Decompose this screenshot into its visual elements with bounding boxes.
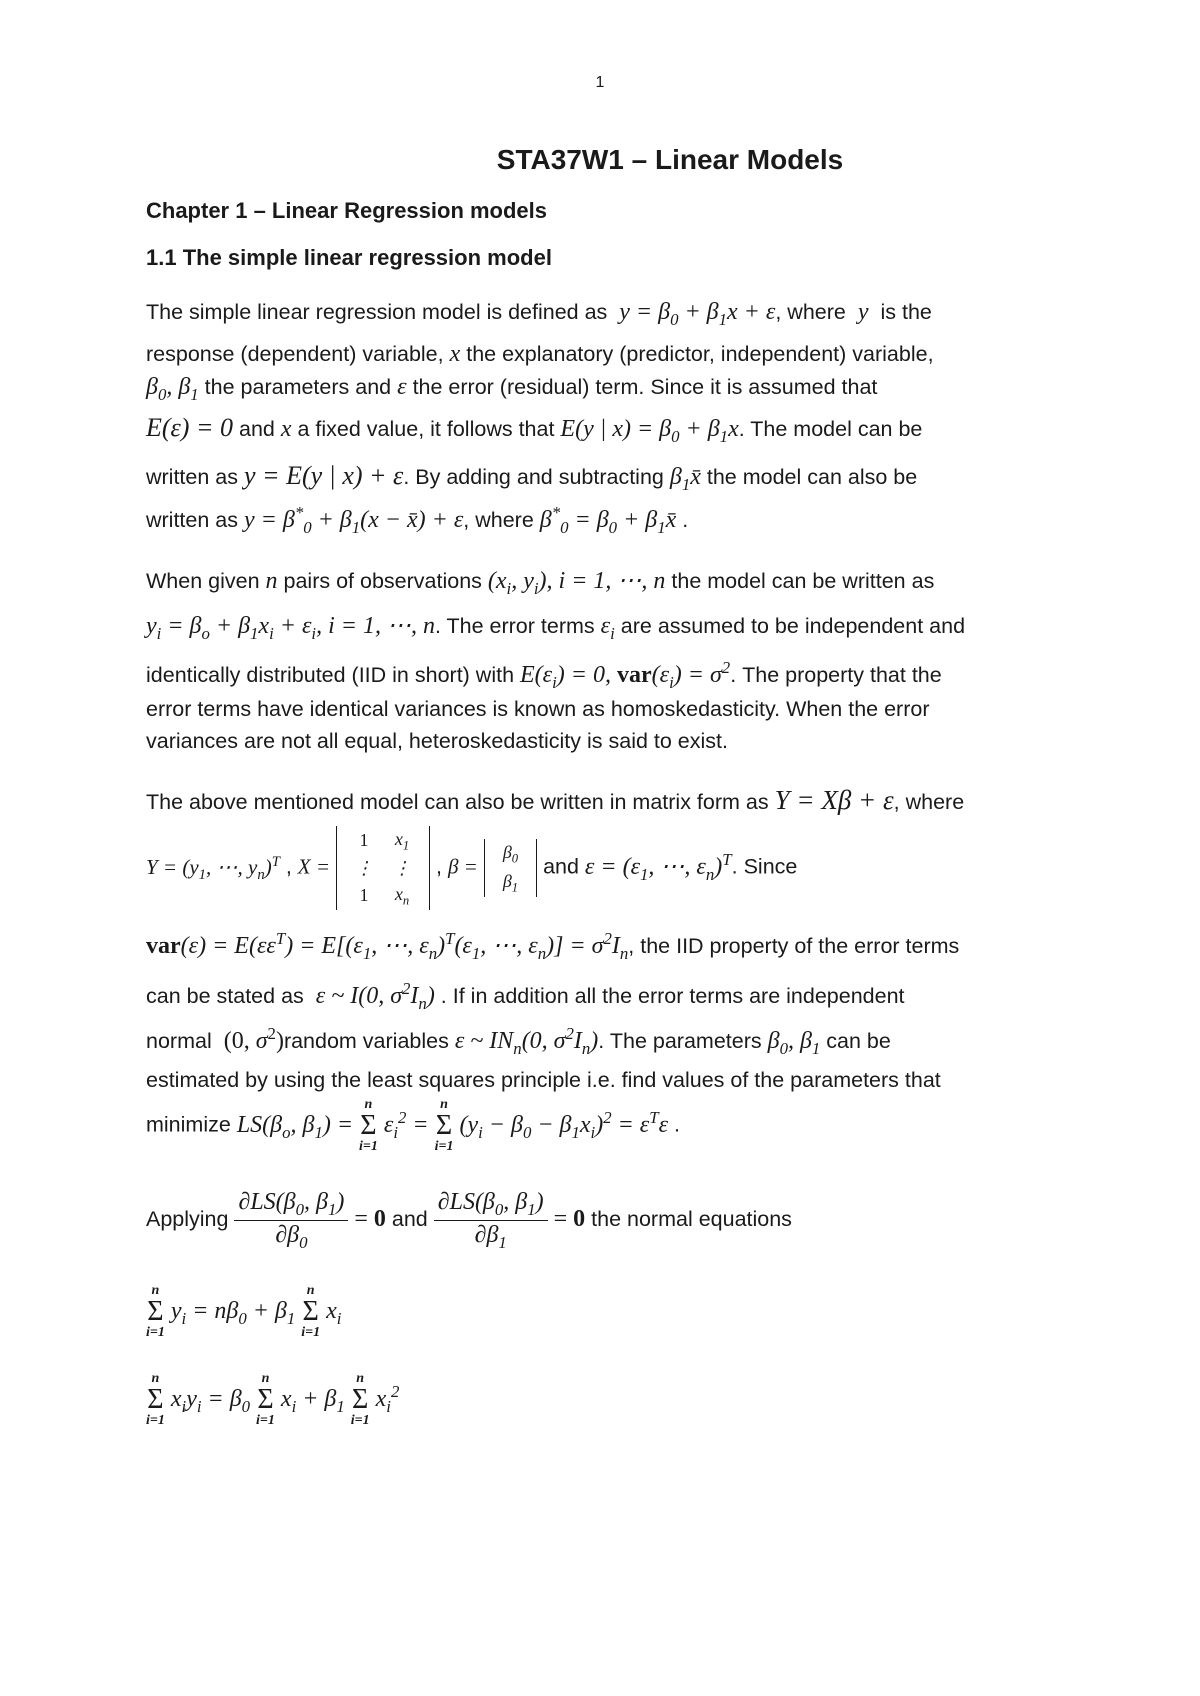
equation: = 0	[553, 1206, 586, 1233]
equation: $x_iy_i = \beta_0$	[170, 1385, 251, 1416]
text: the model can be written as	[671, 569, 935, 593]
equation: ε ~ I(0, $\sigma^2I_n$)	[309, 979, 435, 1013]
design-matrix: 1 $x_1$ ⋮ ⋮ 1 $x_n$	[336, 826, 430, 910]
equation: E(ε) = 0	[146, 413, 233, 442]
equation: $y_i = \beta_o + \beta_1x_i + \varepsilon_i$, i = 1, ⋯, n	[146, 613, 435, 643]
text: , where	[463, 508, 534, 532]
equation: β =	[447, 854, 478, 879]
paragraph-line	[146, 340, 934, 369]
text: can be stated as	[146, 984, 304, 1008]
text: the explanatory (predictor, independent) variable,	[466, 342, 934, 366]
text: random variables	[283, 1029, 449, 1053]
text: The above mentioned model can also be written in matrix form as	[146, 790, 769, 814]
paragraph-line	[146, 658, 942, 693]
text: , where	[775, 300, 846, 324]
equation: y	[851, 299, 875, 325]
equation: n	[265, 568, 278, 594]
text: Applying	[146, 1207, 229, 1232]
equation: $x_i$	[326, 1297, 342, 1328]
matrix-line: $Y = (y_1$, ⋯, $y_n)^T$ , X = 1 $x_1$ ⋮ ⋮ 1 $x_n$ , β = $\beta_0$ $\beta_1$ and $\varepsilon = (\varepsilon_1$, ⋯, $\varepsilon_n)^T$. Since	[146, 826, 797, 910]
paragraph-line	[146, 373, 877, 405]
equation: ($x_i$, $y_i$), i = 1, ⋯, n	[487, 568, 666, 598]
text: response (dependent) variable,	[146, 342, 444, 366]
text: , where	[893, 790, 965, 814]
summation: n Σ i=1	[359, 1097, 378, 1154]
summation: n Σ i=1	[256, 1371, 275, 1428]
summation: n Σ i=1	[350, 1371, 370, 1428]
document-title	[0, 144, 1200, 176]
text: identically distributed (IID in short) with	[146, 663, 515, 687]
equation: (0, $\sigma^2$)	[217, 1024, 284, 1054]
paragraph-line	[146, 784, 964, 816]
paragraph-line	[146, 979, 905, 1014]
text: written as	[146, 508, 239, 532]
equation: ε	[397, 374, 407, 400]
text: are assumed to be independent and	[620, 614, 966, 638]
paragraph-line	[146, 412, 922, 447]
text: When given	[146, 569, 260, 593]
equation: $x_i^2$	[375, 1381, 400, 1416]
text: . The error terms	[434, 614, 595, 638]
text: the parameters and	[204, 375, 392, 399]
text: is the	[880, 300, 932, 324]
text: , the IID property of the error terms	[628, 934, 960, 958]
paragraph-line	[146, 1024, 891, 1059]
equation: $Y = (y_1$, ⋯, $y_n)^T$	[146, 853, 280, 883]
paragraph-line: variances are not all equal, heteroskedasticity is said to exist.	[146, 729, 728, 753]
text: . Since	[731, 854, 798, 879]
equation: $\beta^*_0 = \beta_0$ + $\beta_1x̄$	[539, 503, 677, 537]
paragraph-line	[146, 929, 959, 964]
equation: $\beta_0$, $\beta_1$	[767, 1028, 821, 1058]
chapter-heading: Chapter 1 – Linear Regression models	[146, 198, 548, 223]
equation: $y = \beta_0 + \beta_1x + \varepsilon$	[613, 299, 776, 329]
text: the normal equations	[591, 1207, 792, 1232]
text: a fixed value, it follows that	[297, 417, 555, 441]
equation: $\varepsilon_i^2$ =	[383, 1107, 429, 1142]
paragraph-line	[146, 1188, 792, 1253]
equation: $x_i + \beta_1$	[280, 1385, 345, 1416]
summation: n Σ i=1	[434, 1097, 454, 1154]
equation: E(y | $x) = \beta_0 + \beta_1x$	[560, 416, 739, 446]
equation: Y = Xβ + ε	[774, 785, 894, 815]
equation: $\varepsilon_i$	[600, 613, 615, 643]
text: . The property that the	[730, 663, 942, 687]
text: and	[543, 854, 579, 879]
equation: $LS(\beta_o$, $\beta_1$) =	[236, 1111, 354, 1142]
section-heading: 1.1 The simple linear regression model	[146, 245, 552, 270]
partial-derivative: $\frac{\partial LS(\beta_0, \beta_1)}{\partial\beta_1}$	[434, 1188, 548, 1253]
equation: ε ~ $IN_n(0$, $\sigma^2I_n$)	[454, 1024, 599, 1058]
page-number: 1	[595, 74, 605, 91]
normal-equation-1	[146, 1284, 341, 1340]
text: normal	[146, 1029, 212, 1053]
equation: y = E(y | x) + ε	[244, 461, 404, 490]
equation: $y_i = n\beta_0 + \beta_1$	[170, 1297, 296, 1328]
text: the model can also be	[706, 465, 918, 489]
equation: $y = \beta^*_0 + \beta_1(x$ − x̄) + ε	[244, 503, 464, 537]
text: written as	[146, 465, 239, 489]
equation: x	[449, 341, 461, 367]
text: can be	[826, 1029, 891, 1053]
paragraph-line: written as $y = \beta^*_0 + \beta_1(x$ − x̄) + ε, where $\beta^*_0 = \beta_0$ + $\beta_1x̄$ .	[146, 503, 689, 537]
text: The simple linear regression model is defined as	[146, 300, 608, 324]
text: minimize	[146, 1112, 231, 1137]
equation: $\beta_1x̄$	[669, 464, 701, 494]
paragraph-line	[146, 460, 917, 495]
equation: $\beta_0$, $\beta_1$	[146, 374, 199, 404]
text: the error (residual) term. Since it is assumed that	[412, 375, 878, 399]
partial-derivative: $\frac{\partial LS(\beta_0, \beta_1)}{\partial\beta_0}$	[234, 1188, 348, 1253]
text: . By adding and subtracting	[403, 465, 664, 489]
equation: = 0	[354, 1206, 386, 1233]
text: pairs of observations	[283, 569, 482, 593]
paragraph-line	[146, 298, 932, 330]
paragraph-line	[146, 612, 965, 644]
text: . The model can be	[738, 417, 923, 441]
document-title-text: STA37W1 – Linear Models	[496, 144, 844, 175]
text: . If in addition all the error terms are independent	[440, 984, 905, 1008]
equation: x	[280, 416, 292, 442]
equation: $(y_i - \beta_0 - \beta_1x_i)^2 = \varepsilon^T\varepsilon$	[459, 1107, 669, 1142]
paragraph-line: minimize $LS(\beta_o$, $\beta_1$) = n Σ i=1 $\varepsilon_i^2$ = n Σ i=1 $(y_i - \beta_0 - \beta_1x_i)^2 = \varepsilon^T\varepsilon$ .	[146, 1097, 681, 1154]
summation: n Σ i=1	[301, 1283, 321, 1340]
text: and	[391, 1207, 428, 1232]
paragraph-line: estimated by using the least squares principle i.e. find values of the parameters that	[146, 1068, 941, 1092]
summation: n Σ i=1	[146, 1283, 165, 1340]
beta-vector: $\beta_0$ $\beta_1$	[484, 839, 537, 897]
normal-equation-2	[146, 1372, 399, 1428]
paragraph-line: error terms have identical variances is known as homoskedasticity. When the error	[146, 697, 930, 721]
equation: $var(\varepsilon) = E(\varepsilon\varepsilon^T) = E[(\varepsilon_1$, ⋯, $\varepsilon_n)^T(\varepsilon_1$, ⋯, $\varepsilon_n)] = \sigma^2I_n$	[146, 929, 629, 963]
summation: n Σ i=1	[146, 1371, 165, 1428]
paragraph-line	[146, 567, 934, 599]
text: . The parameters	[598, 1029, 762, 1053]
equation: X =	[297, 854, 331, 879]
equation: $E(\varepsilon_i) = 0$, $var(\varepsilon_i) = \sigma^2$	[520, 658, 731, 692]
text: and	[238, 417, 275, 441]
equation: $\varepsilon = (\varepsilon_1$, ⋯, $\varepsilon_n)^T$	[584, 849, 732, 884]
